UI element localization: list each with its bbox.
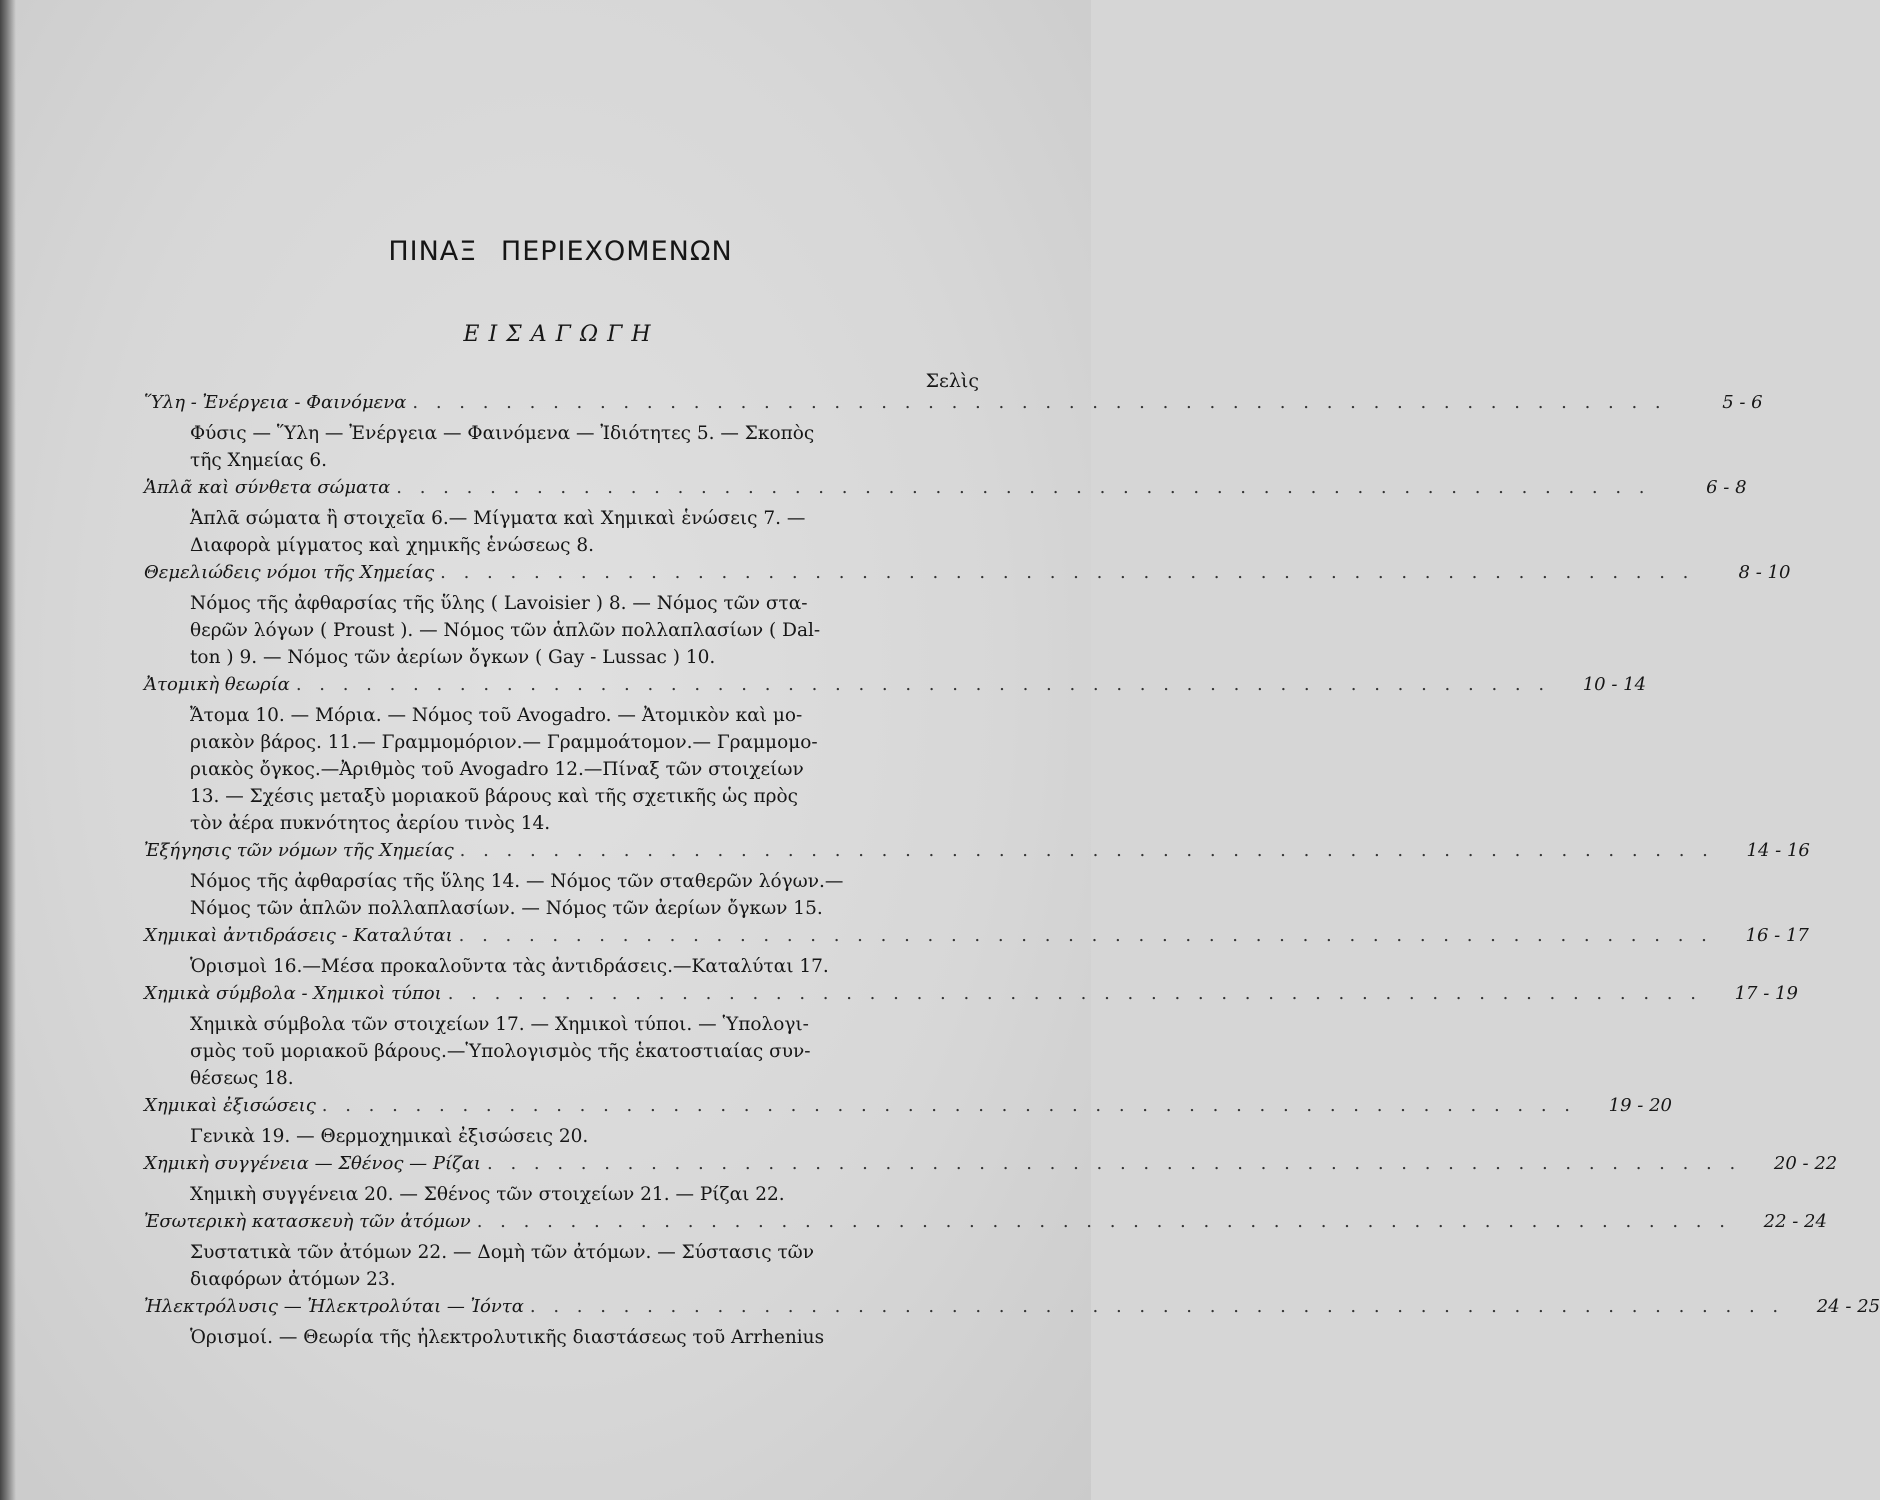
toc-heading-row	[144, 983, 1798, 1011]
toc-description	[190, 868, 860, 922]
toc-heading-row	[144, 1095, 1673, 1123]
toc-page-range: 17 - 19	[1734, 983, 1798, 1004]
toc-description-line: διαφόρων ἀτόμων 23.	[190, 1269, 396, 1290]
toc-heading-row	[144, 562, 1791, 590]
toc-page-range: 16 - 17	[1745, 925, 1809, 946]
toc-description-line: Διαφορὰ μίγματος καὶ χημικῆς ἑνώσεως 8.	[190, 535, 595, 556]
table-of-contents	[144, 392, 1880, 1351]
toc-description	[190, 1123, 860, 1150]
toc-description	[190, 1239, 860, 1293]
toc-heading: Χημικαὶ ἐξισώσεις	[144, 1095, 316, 1116]
toc-description	[190, 1011, 860, 1092]
toc-description-line: Νόμος τῆς ἀφθαρσίας τῆς ὕλης ( Lavoisier ) 8. — Νόμος τῶν στα-	[190, 593, 808, 614]
toc-heading-row	[144, 392, 1763, 420]
dot-leader: . . . . . . . . . . . . . . . . . . . . . . . . . . . . . . . . . . . . . . . . . . . . . . . . . . . . . .	[458, 925, 1713, 946]
toc-heading: Ἠλεκτρόλυσις — Ἠλεκτρολύται — Ἰόντα	[144, 1296, 524, 1317]
toc-description	[190, 953, 860, 980]
toc-heading-row	[144, 1296, 1880, 1324]
dot-leader: . . . . . . . . . . . . . . . . . . . . . . . . . . . . . . . . . . . . . . . . . . . . . . . . . . . . . .	[396, 477, 1651, 498]
toc-description-line: θερῶν λόγων ( Proust ). — Νόμος τῶν ἁπλῶν πολλαπλασίων ( Dal-	[190, 620, 821, 641]
dot-leader: . . . . . . . . . . . . . . . . . . . . . . . . . . . . . . . . . . . . . . . . . . . . . . . . . . . . . .	[440, 562, 1695, 583]
toc-entry	[144, 562, 1791, 671]
toc-description	[190, 420, 860, 474]
toc-heading: Ἐσωτερικὴ κατασκευὴ τῶν ἀτόμων	[144, 1211, 471, 1232]
toc-entry	[144, 674, 1647, 837]
section-title: ΕΙΣΑΓΩΓΗ	[463, 322, 660, 347]
toc-heading: Ἐξήγησις τῶν νόμων τῆς Χημείας	[144, 840, 454, 861]
dot-leader: . . . . . . . . . . . . . . . . . . . . . . . . . . . . . . . . . . . . . . . . . . . . . . . . . . . . . .	[529, 1296, 1785, 1317]
toc-entry	[144, 1095, 1673, 1150]
toc-heading: Θεμελιώδεις νόμοι τῆς Χημείας	[144, 562, 435, 583]
toc-entry	[144, 1211, 1827, 1293]
toc-description	[190, 1181, 860, 1208]
toc-description-line: Συστατικὰ τῶν ἀτόμων 22. — Δομὴ τῶν ἀτόμων. — Σύστασις τῶν	[190, 1242, 815, 1263]
toc-description-line: Ἁπλᾶ σώματα ἢ στοιχεῖα 6.— Μίγματα καὶ Χημικαὶ ἑνώσεις 7. —	[190, 508, 806, 529]
toc-heading: Ἁπλᾶ καὶ σύνθετα σώματα	[144, 477, 391, 498]
toc-entry	[144, 1296, 1880, 1351]
dot-leader: . . . . . . . . . . . . . . . . . . . . . . . . . . . . . . . . . . . . . . . . . . . . . . . . . . . . . .	[447, 983, 1702, 1004]
dot-leader: . . . . . . . . . . . . . . . . . . . . . . . . . . . . . . . . . . . . . . . . . . . . . . . . . . . . . .	[487, 1153, 1742, 1174]
toc-page-range: 8 - 10	[1738, 562, 1791, 583]
toc-description	[190, 505, 860, 559]
toc-description-line: Χημικὴ συγγένεια 20. — Σθένος τῶν στοιχείων 21. — Ρίζαι 22.	[190, 1184, 785, 1205]
toc-page-range: 6 - 8	[1706, 477, 1747, 498]
toc-entry	[144, 840, 1810, 922]
toc-description	[190, 590, 860, 671]
toc-entry	[144, 477, 1747, 559]
toc-description-line: ton ) 9. — Νόμος τῶν ἀερίων ὄγκων ( Gay - Lussac ) 10.	[190, 647, 716, 668]
dot-leader: . . . . . . . . . . . . . . . . . . . . . . . . . . . . . . . . . . . . . . . . . . . . . . . . . . . . . .	[321, 1095, 1577, 1116]
toc-description-line: Ὁρισμοὶ 16.—Μέσα προκαλοῦντα τὰς ἀντιδράσεις.—Καταλύται 17.	[190, 956, 829, 977]
toc-heading: Ἀτομικὴ θεωρία	[144, 674, 290, 695]
toc-description-line: Ὁρισμοί. — Θεωρία τῆς ἠλεκτρολυτικῆς διαστάσεως τοῦ Arrhenius	[190, 1327, 825, 1348]
page-column-label: Σελὶς	[925, 370, 979, 392]
dot-leader: . . . . . . . . . . . . . . . . . . . . . . . . . . . . . . . . . . . . . . . . . . . . . . . . . . . . . .	[459, 840, 1714, 861]
toc-heading-row	[144, 1211, 1827, 1239]
toc-description	[190, 1324, 860, 1351]
toc-entry	[144, 925, 1809, 980]
dot-leader: . . . . . . . . . . . . . . . . . . . . . . . . . . . . . . . . . . . . . . . . . . . . . . . . . . . . . .	[412, 392, 1667, 413]
toc-entry	[144, 1153, 1838, 1208]
toc-description-line: ριακὸς ὄγκος.—Ἀριθμὸς τοῦ Avogadro 12.—Πίναξ τῶν στοιχείων	[190, 759, 804, 780]
toc-description-line: Νόμος τῆς ἀφθαρσίας τῆς ὕλης 14. — Νόμος τῶν σταθερῶν λόγων.—	[190, 871, 844, 892]
toc-heading-row	[144, 674, 1647, 702]
toc-entry	[144, 392, 1763, 474]
toc-description-line: Νόμος τῶν ἁπλῶν πολλαπλασίων. — Νόμος τῶν ἀερίων ὄγκων 15.	[190, 898, 823, 919]
toc-page-range: 10 - 14	[1582, 674, 1647, 695]
toc-page-range: 20 - 22	[1773, 1153, 1838, 1174]
page-title: ΠΙΝΑΞ ΠΕΡΙΕΧΟΜΕΝΩΝ	[388, 236, 733, 267]
toc-page-range: 5 - 6	[1722, 392, 1763, 413]
toc-entry	[144, 983, 1798, 1092]
toc-description-line: Χημικὰ σύμβολα τῶν στοιχείων 17. — Χημικοὶ τύποι. — Ὑπολογι-	[190, 1014, 809, 1035]
toc-page-range: 14 - 16	[1746, 840, 1810, 861]
dot-leader: . . . . . . . . . . . . . . . . . . . . . . . . . . . . . . . . . . . . . . . . . . . . . . . . . . . . . .	[476, 1211, 1731, 1232]
toc-heading: Ὕλη - Ἐνέργεια - Φαινόμενα	[144, 392, 407, 413]
toc-description-line: Φύσις — Ὕλη — Ἐνέργεια — Φαινόμενα — Ἰδιότητες 5. — Σκοπὸς	[190, 423, 815, 444]
toc-heading-row	[144, 477, 1747, 505]
toc-heading-row	[144, 840, 1810, 868]
toc-description-line: θέσεως 18.	[190, 1068, 294, 1089]
toc-description-line: τῆς Χημείας 6.	[190, 450, 328, 471]
toc-heading: Χημικὰ σύμβολα - Χημικοὶ τύποι	[144, 983, 442, 1004]
toc-description-line: τὸν ἀέρα πυκνότητος ἀερίου τινὸς 14.	[190, 813, 551, 834]
toc-description-line: Ἄτομα 10. — Μόρια. — Νόμος τοῦ Avogadro. — Ἀτομικὸν καὶ μο-	[190, 705, 803, 726]
toc-heading: Χημικαὶ ἀντιδράσεις - Καταλύται	[144, 925, 453, 946]
toc-description-line: ριακὸν βάρος. 11.— Γραμμομόριον.— Γραμμοάτομον.— Γραμμομο-	[190, 732, 818, 753]
toc-page-range: 24 - 25	[1816, 1296, 1880, 1317]
toc-heading-row	[144, 1153, 1838, 1181]
toc-page-range: 22 - 24	[1763, 1211, 1827, 1232]
toc-description-line: Γενικὰ 19. — Θερμοχημικαὶ ἐξισώσεις 20.	[190, 1126, 589, 1147]
toc-page-range: 19 - 20	[1608, 1095, 1673, 1116]
toc-description-line: 13. — Σχέσις μεταξὺ μοριακοῦ βάρους καὶ τῆς σχετικῆς ὡς πρὸς	[190, 786, 799, 807]
toc-heading-row	[144, 925, 1809, 953]
page-binding-edge	[0, 0, 16, 1500]
toc-description	[190, 702, 860, 837]
toc-heading: Χημικὴ συγγένεια — Σθένος — Ρίζαι	[144, 1153, 481, 1174]
dot-leader: . . . . . . . . . . . . . . . . . . . . . . . . . . . . . . . . . . . . . . . . . . . . . . . . . . . . . .	[295, 674, 1551, 695]
toc-description-line: σμὸς τοῦ μοριακοῦ βάρους.—Ὑπολογισμὸς τῆς ἑκατοστιαίας συν-	[190, 1041, 811, 1062]
